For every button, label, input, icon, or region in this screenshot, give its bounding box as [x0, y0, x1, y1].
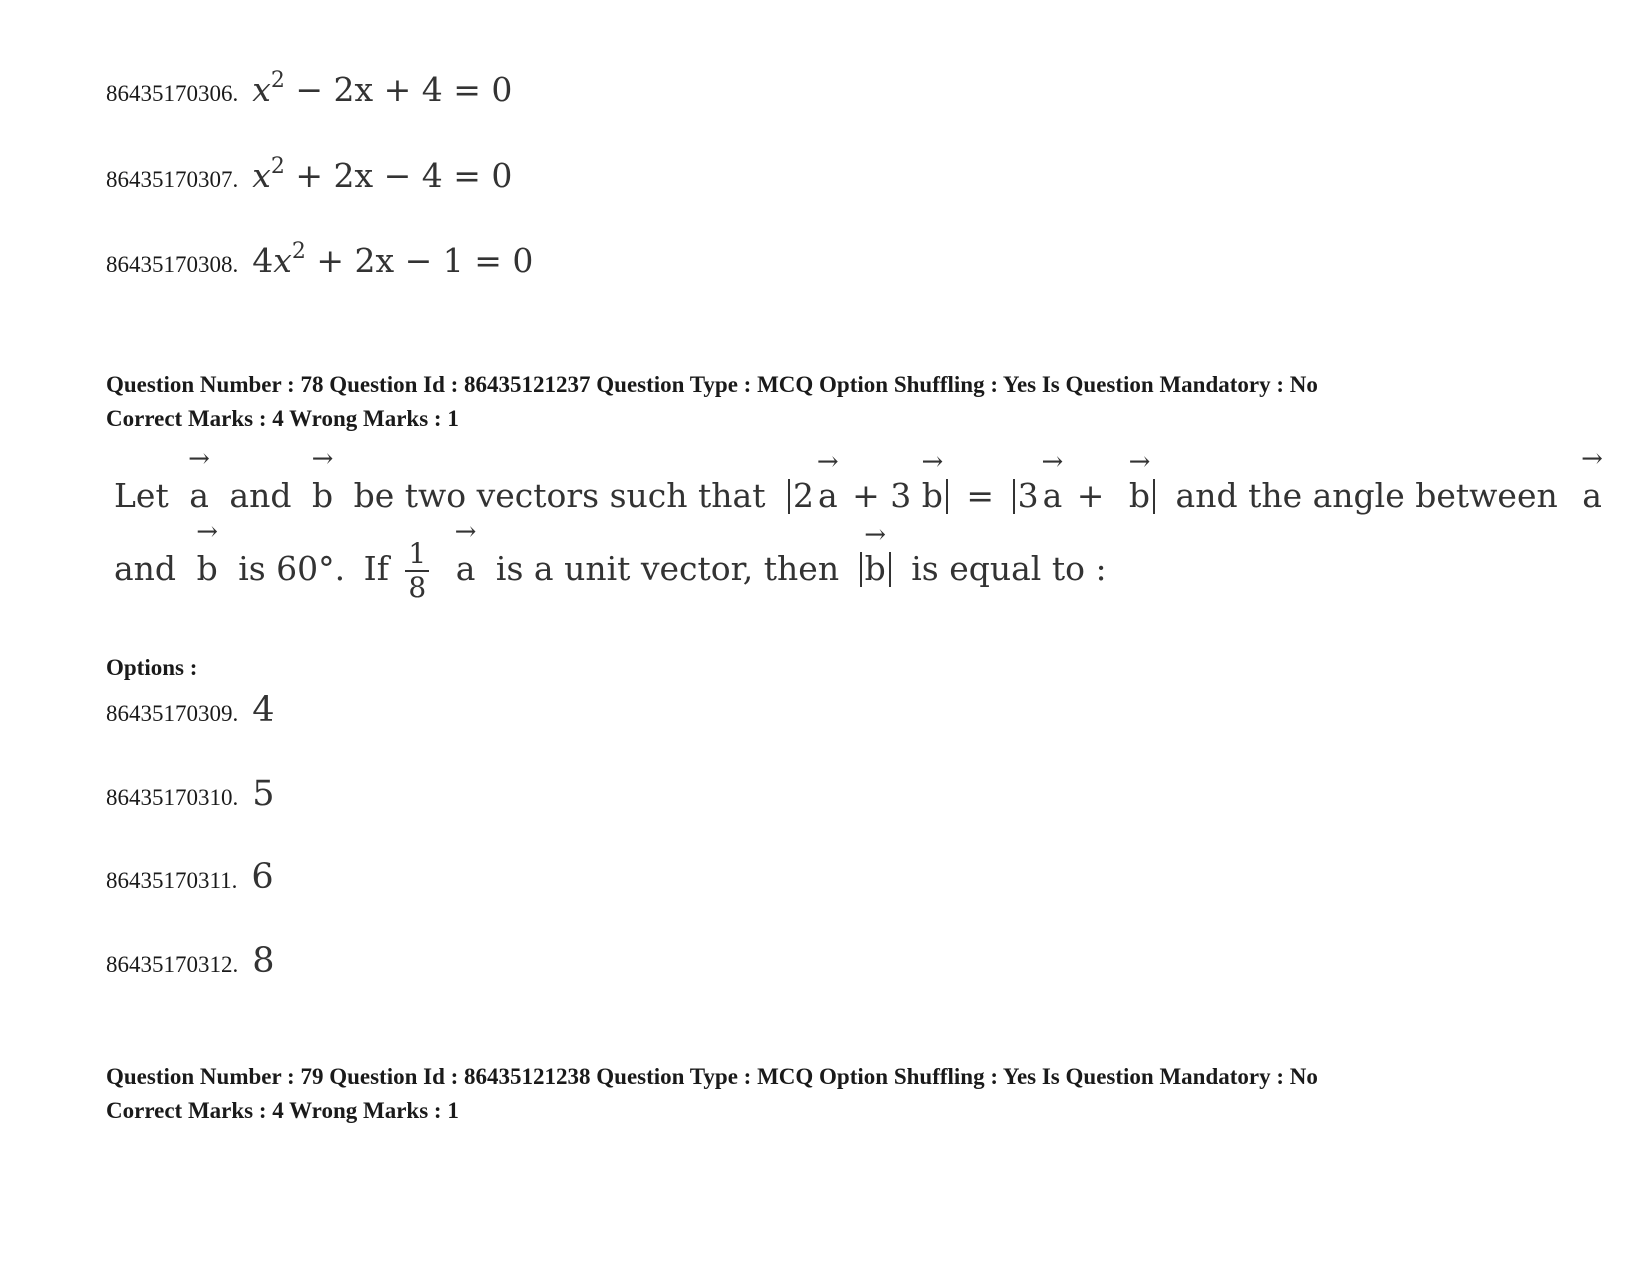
question-79-meta — [106, 1060, 1318, 1128]
option-value: 8 — [252, 941, 275, 981]
option-86435170312 — [106, 941, 275, 981]
marks-line: Correct Marks : 4 Wrong Marks : 1 — [106, 1098, 459, 1123]
question-text-line-1: Let → a and → b be two vectors such that 2 → a + 3 → b = 3 → a + → b and the angle between → a — [114, 444, 1603, 515]
magnitude-3a-plus-b: 3 → a + → b — [1013, 479, 1155, 514]
option-value: 4 — [252, 690, 275, 730]
magnitude-b: → b — [860, 552, 891, 587]
option-id: 86435170310. — [106, 785, 239, 810]
option-id: 86435170312. — [106, 952, 239, 977]
option-value: 5 — [252, 774, 275, 814]
option-id: 86435170308. — [106, 252, 239, 277]
question-78-meta — [106, 368, 1318, 436]
option-id: 86435170307. — [106, 167, 239, 192]
vector-a: → a — [1581, 444, 1603, 515]
option-id: 86435170309. — [106, 701, 239, 726]
vector-a: → a — [188, 444, 210, 515]
question-meta-line: Question Number : 78 Question Id : 86435121237 Question Type : MCQ Option Shuffling : Yes Is Question Mandatory : No — [106, 372, 1318, 397]
option-id: 86435170311. — [106, 868, 238, 893]
option-equation: $x^2 - 2x + 4 = 0$ — [252, 68, 513, 109]
marks-line: Correct Marks : 4 Wrong Marks : 1 — [106, 406, 459, 431]
option-id: 86435170306. — [106, 81, 239, 106]
option-86435170311 — [106, 857, 274, 897]
vector-b: → b — [196, 517, 219, 589]
vector-b: → b — [311, 444, 334, 515]
option-equation: $4x^2 + 2x - 1 = 0$ — [252, 239, 534, 280]
option-86435170310 — [106, 774, 275, 814]
option-86435170307 — [106, 156, 512, 195]
vector-a: → a — [454, 517, 477, 589]
magnitude-2a-plus-3b: 2 → a + 3 → b — [788, 479, 948, 514]
option-equation: $x^2 + 2x - 4 = 0$ — [252, 154, 513, 195]
question-text-line-2: and → b is 60°. If $\frac{1}{8}$ → a is a unit vector, then → b is equal to : — [114, 517, 1107, 605]
option-value: 6 — [251, 857, 274, 897]
question-meta-line: Question Number : 79 Question Id : 86435121238 Question Type : MCQ Option Shuffling : Yes Is Question Mandatory : No — [106, 1064, 1318, 1089]
options-label: Options : — [106, 655, 198, 680]
fraction-one-eighth: $\frac{1}{8}$ — [405, 538, 429, 604]
option-86435170306 — [106, 70, 512, 109]
option-86435170308 — [106, 241, 533, 280]
option-86435170309 — [106, 690, 275, 730]
